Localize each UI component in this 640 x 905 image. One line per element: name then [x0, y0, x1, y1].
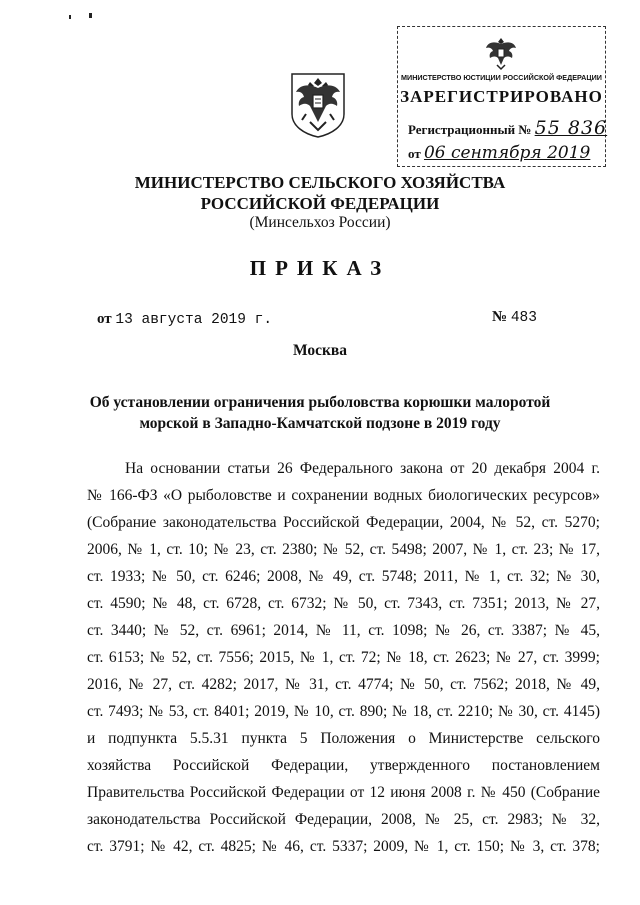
order-number-prefix: № — [492, 309, 508, 325]
body-line: ст. 4590; № 48, ст. 6728, ст. 6732; № 50, ст. 7343, ст. 7351; 2013, № 27, — [87, 595, 600, 612]
order-subject — [60, 392, 580, 434]
body-line: хозяйства Российской Федерации, утвержденного постановлением — [87, 757, 600, 774]
order-city: Москва — [292, 342, 348, 359]
scan-mark — [69, 15, 71, 19]
ministry-name-line1: МИНИСТЕРСТВО СЕЛЬСКОГО ХОЗЯЙСТВА — [134, 173, 506, 192]
body-line: ст. 3791; № 42, ст. 4825; № 46, ст. 5337; 2009, № 1, ст. 150; № 3, ст. 378; — [87, 838, 600, 855]
stamp-registration-date — [408, 143, 590, 163]
body-line: 2016, № 27, ст. 4282; 2017, № 31, ст. 4774; № 50, ст. 7562; 2018, № 49, — [87, 676, 600, 693]
body-line: ст. 6153; № 52, ст. 7556; 2015, № 1, ст. 72; № 18, ст. 2623; № 27, ст. 3999; — [87, 649, 600, 666]
order-date-value: 13 августа 2019 г. — [115, 312, 273, 328]
stamp-date-prefix: от — [408, 146, 421, 161]
order-date-prefix: от — [97, 311, 112, 327]
body-line: 2006, № 1, ст. 10; № 23, ст. 2380; № 52, ст. 5498; 2007, № 1, ст. 23; № 17, — [87, 541, 600, 558]
coat-of-arms-icon — [288, 70, 348, 138]
order-number — [492, 309, 537, 326]
body-line: Правительства Российской Федерации от 12 июня 2008 г. № 450 (Собрание — [87, 784, 600, 801]
body-line: (Собрание законодательства Российской Федерации, 2004, № 52, ст. 5270; — [87, 514, 600, 531]
stamp-date-value: 06 сентября 2019 — [423, 143, 591, 163]
ministry-name — [0, 172, 640, 214]
document-type: ПРИКАЗ — [249, 256, 391, 280]
body-line: На основании статьи 26 Федерального закона от 20 декабря 2004 г. — [125, 460, 600, 477]
order-date — [97, 311, 272, 328]
body-line: законодательства Российской Федерации, 2008, № 25, ст. 2983; № 32, — [87, 811, 600, 828]
scan-mark — [89, 13, 92, 18]
stamp-number-label: Регистрационный № — [408, 122, 532, 137]
ministry-name-line2: РОССИЙСКОЙ ФЕДЕРАЦИИ — [200, 194, 440, 213]
body-line: и подпункта 5.5.31 пункта 5 Положения о Министерстве сельского — [87, 730, 600, 747]
stamp-eagle-emblem-icon — [484, 35, 518, 71]
stamp-title: ЗАРЕГИСТРИРОВАНО — [400, 87, 603, 106]
ministry-short-name: (Минсельхоз России) — [249, 214, 391, 231]
stamp-organization: МИНИСТЕРСТВО ЮСТИЦИИ РОССИЙСКОЙ ФЕДЕРАЦИИ — [401, 73, 602, 82]
order-subject-line2: морской в Западно-Камчатской подзоне в 2019 году — [139, 415, 501, 432]
body-line: ст. 3440; № 52, ст. 6961; 2014, № 11, ст. 1098; № 26, ст. 3387; № 45, — [87, 622, 600, 639]
body-line: ст. 7493; № 53, ст. 8401; 2019, № 10, ст. 890; № 18, ст. 2210; № 30, ст. 4145) — [87, 703, 600, 720]
body-line: № 166-ФЗ «О рыболовстве и сохранении водных биологических ресурсов» — [87, 487, 600, 504]
registration-stamp — [397, 26, 606, 167]
body-line: ст. 1933; № 50, ст. 6246; 2008, № 49, ст. 5748; 2011, № 1, ст. 32; № 30, — [87, 568, 600, 585]
order-subject-line1: Об установлении ограничения рыболовства корюшки малоротой — [89, 394, 551, 411]
order-number-value: 483 — [510, 310, 537, 326]
stamp-number-value: 55 836 — [534, 117, 608, 139]
stamp-registration-number — [408, 117, 607, 139]
